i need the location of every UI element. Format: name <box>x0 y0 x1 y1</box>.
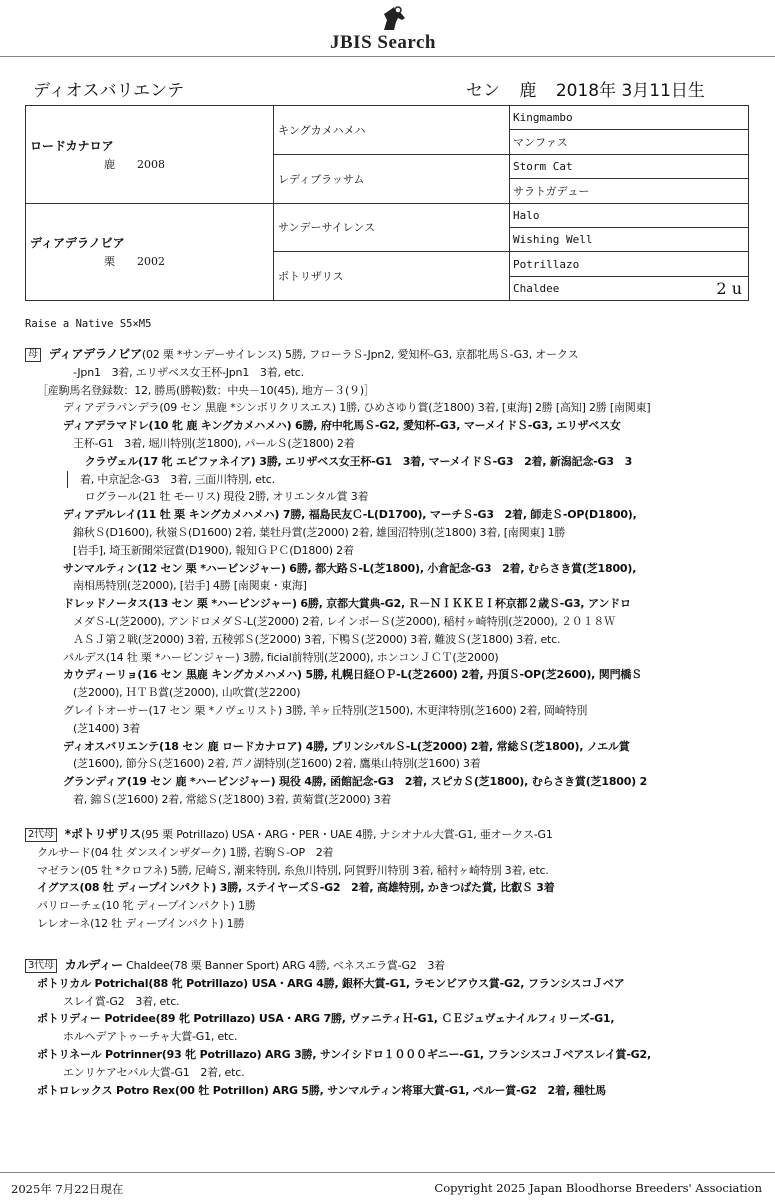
offspring-line: イグアス(08 牡 ディープインパクト) 3勝, ステイヤーズＳ-G2 2着, 高雄特別, かきつばた賞, 比叡Ｓ 3着 <box>37 881 555 895</box>
footer-date: 2025年 7月22日現在 <box>11 1182 124 1196</box>
dam2-header <box>25 826 760 844</box>
horse-meta <box>466 76 719 101</box>
offspring-line: サンマルティン(12 セン 栗 *ハービンジャー) 6勝, 都大路Ｓ-L(芝1800), 小倉記念-G3 2着, むらさき賞(芝1800), <box>63 561 637 575</box>
dam3-label: 3代母 <box>25 959 57 973</box>
dam-ggd2-cell <box>510 276 749 300</box>
horse-title <box>33 76 733 102</box>
offspring-line: メダＳ-L(芝2000), アンドロメダＳ-L(芝2000) 2着, レインボーＳ(芝2000), 稲村ヶ崎特別(芝2000), ２０１８Ｗ <box>73 614 615 628</box>
horse-sex: セン <box>466 81 500 101</box>
offspring-line: クルサード(04 牡 ダンスインザダーク) 1勝, 若駒Ｓ-OP 2着 <box>37 845 334 859</box>
offspring-line: ポトリディー Potridee(89 牝 Potrillazo) USA・ARG 7勝, ヴァニティＨ-G1, ＣＥジュヴェナイルフィリーズ-G1, <box>37 1012 615 1026</box>
offspring-line: スレイ賞-G2 3着, etc. <box>63 994 180 1008</box>
dam-year: 2002 <box>137 255 165 269</box>
dam3-offspring-list <box>25 975 760 1100</box>
offspring-line: ＡＳＪ第２戦(芝2000) 3着, 五稜郭Ｓ(芝2000) 3着, 下鴨Ｓ(芝2000) 3着, 難波Ｓ(芝1800) 3着, etc. <box>73 632 561 646</box>
offspring-line: 着, 錦Ｓ(芝1600) 2着, 常総Ｓ(芝1800) 3着, 黄菊賞(芝2000) 3着 <box>73 792 392 806</box>
dam1-head-1: (02 栗 *サンデーサイレンス) 5勝, フローラＳ-Jpn2, 愛知杯-G3, 京都牝馬Ｓ-G3, オークス <box>141 348 579 361</box>
horse-head-icon <box>378 6 408 32</box>
dam1-name[interactable]: ディアデラノビア <box>48 347 142 361</box>
sire-gsire[interactable]: キングカメハメハ <box>274 106 510 155</box>
dam2-name[interactable]: *ポトリザリス <box>64 827 142 841</box>
dam-ggd2[interactable]: Chaldee <box>513 281 560 295</box>
footer-divider <box>0 1172 775 1173</box>
dam2-offspring-list <box>25 844 760 933</box>
dam-gdam[interactable]: ポトリザリス <box>274 252 510 301</box>
dam3-section <box>25 957 760 1099</box>
sire-gdam[interactable]: レディブラッサム <box>274 154 510 203</box>
sire-name[interactable]: ロードカナロア <box>30 138 114 153</box>
offspring-line: ポトリカル Potrichal(88 牝 Potrillazo) USA・ARG 4勝, 銀杯大賞-G1, ラモンビアウス賞-G2, フランシスコＪベア <box>37 976 625 990</box>
offspring-line: ディアデラパンデラ(09 セン 黒鹿 *シンボリクリスエス) 1勝, ひめさゆり賞(芝1800) 3着, [東海] 2勝 [高知] 2勝 [南関東] <box>63 401 651 415</box>
inbreeding-note: Raise a Native S5×M5 <box>25 318 152 330</box>
offspring-line: パルデス(14 牡 栗 *ハービンジャー) 3勝, ficial前特別(芝2000), ホンコンＪＣＴ(芝2000) <box>63 650 499 664</box>
dam1-offspring-list <box>25 399 760 808</box>
offspring-line: (芝1400) 3着 <box>73 721 141 735</box>
sire-ggs1[interactable]: Kingmambo <box>510 106 749 130</box>
dam2-head-1: (95 栗 Potrillazo) USA・ARG・PER・UAE 4勝, ナシオナル大賞-G1, 亜オークス-G1 <box>141 828 553 841</box>
offspring-line: 着, 中京記念-G3 3着, 三面川特別, etc. <box>67 471 760 489</box>
dam3-name[interactable]: カルディー <box>64 958 123 972</box>
dam1-head-2: -Jpn1 3着, エリザベス女王杯-Jpn1 3着, etc. <box>73 365 304 379</box>
dam1-header <box>25 346 760 364</box>
sire-ggs2[interactable]: Storm Cat <box>510 154 749 178</box>
dam-name[interactable]: ディアデラノビア <box>30 236 125 251</box>
sire-cell <box>26 106 274 204</box>
offspring-line: (芝2000), ＨＴＢ賞(芝2000), 山吹賞(芝2200) <box>73 686 301 700</box>
offspring-line: クラヴェル(17 牝 エピファネイア) 3勝, エリザベス女王杯-G1 3着, マーメイドＳ-G3 2着, 新潟記念-G3 3 <box>63 454 633 468</box>
sire-color: 鹿 <box>104 157 115 171</box>
sire-ggd1[interactable]: マンファス <box>510 130 749 154</box>
offspring-line: ディアデルレイ(11 牡 栗 キングカメハメハ) 7勝, 福島民友Ｃ-L(D1700), マーチＳ-G3 2着, 師走Ｓ-OP(D1800), <box>63 508 637 522</box>
offspring-line: ディオスバリエンテ(18 セン 鹿 ロードカナロア) 4勝, ブリンシパルＳ-L(芝2000) 2着, 常総Ｓ(芝1800), ノエル賞 <box>63 739 630 753</box>
offspring-line: カウディーリョ(16 セン 黒鹿 キングカメハメハ) 5勝, 札幌日経ＯＰ-L(芝2600) 2着, 丹頂Ｓ-OP(芝2600), 関門橋Ｓ <box>63 668 642 682</box>
offspring-line: 錦秋Ｓ(D1600), 秋嶺Ｓ(D1600) 2着, 葉牡丹賞(芝2000) 2着, 雄国沼特別(芝1800) 3着, [南関東] 1勝 <box>73 525 566 539</box>
offspring-line: ログラール(21 牡 モーリス) 現役 2勝, オリエンタル賞 3着 <box>63 490 369 504</box>
horse-name: ディオスバリエンテ <box>33 81 185 101</box>
offspring-line: ポトリネール Potrinner(93 牝 Potrillazo) ARG 3勝, サンイシドロ１０００ギニー-G1, フランシスコＪベアスレイ賞-G2, <box>37 1047 651 1061</box>
footer-copyright: Copyright 2025 Japan Bloodhorse Breeders' Association <box>434 1181 762 1195</box>
horse-birth: 2018年 3月11日生 <box>555 81 705 101</box>
offspring-line: パリローチェ(10 牝 ディープインパクト) 1勝 <box>37 899 256 913</box>
sire-year: 2008 <box>137 157 165 171</box>
pedigree-table <box>25 105 749 301</box>
dam-ggd1[interactable]: Wishing Well <box>510 227 749 251</box>
jbis-logo[interactable] <box>328 6 468 56</box>
dam2-section <box>25 826 760 933</box>
offspring-line: ホルヘデアトゥーチャ大賞-G1, etc. <box>63 1030 238 1044</box>
offspring-line: レレオーネ(12 牡 ディープインパクト) 1勝 <box>37 916 245 930</box>
offspring-line: ディアデラマドレ(10 牝 鹿 キングカメハメハ) 6勝, 府中牝馬Ｓ-G2, 愛知杯-G3, マーメイドＳ-G3, エリザベス女 <box>63 419 621 433</box>
offspring-line: 王杯-G1 3着, 堀川特別(芝1800), パールＳ(芝1800) 2着 <box>73 436 355 450</box>
dam1-section <box>25 346 760 809</box>
dam-ggs1[interactable]: Halo <box>510 203 749 227</box>
dam1-label: 母 <box>25 348 41 362</box>
sire-ggd2[interactable]: サラトガデュー <box>510 179 749 203</box>
logo-text: JBIS Search <box>330 32 436 53</box>
offspring-line: ドレッドノータス(13 セン 栗 *ハービンジャー) 6勝, 京都大賞典-G2, Ｒ－ＮＩＫＫＥＩ杯京都２歳Ｓ-G3, アンドロ <box>63 597 631 611</box>
dam-cell <box>26 203 274 301</box>
header-divider <box>0 56 775 57</box>
offspring-line: グレイトオーサー(17 セン 栗 *ノヴェリスト) 3勝, 羊ヶ丘特別(芝1500), 木更津特別(芝1600) 2着, 岡崎特別 <box>63 703 588 717</box>
dam-color: 栗 <box>104 255 115 269</box>
offspring-line: エンリケアセバル大賞-G1 2着, etc. <box>63 1065 245 1079</box>
dam-ggs2[interactable]: Potrillazo <box>510 252 749 276</box>
dam3-head-1: Chaldee(78 栗 Banner Sport) ARG 4勝, ベネスエラ賞-G2 3着 <box>122 959 445 972</box>
offspring-line: マゼラン(05 牡 *クロフネ) 5勝, 尼崎Ｓ, 潮来特別, 糸魚川特別, 阿賀野川特別 3着, 稲村ヶ崎特別 3着, etc. <box>37 863 549 877</box>
offspring-line: (芝1600), 節分Ｓ(芝1600) 2着, 芦ノ湖特別(芝1600) 2着, 鷹巣山特別(芝1600) 3着 <box>73 757 481 771</box>
offspring-line: [岩手], 埼玉新聞栄冠賞(D1900), 報知ＧＰＣ(D1800) 2着 <box>73 543 354 557</box>
dam2-label: 2代母 <box>25 828 57 842</box>
dam1-stats: ［産駒馬名登録数：12, 勝馬(勝鞍)数：中央－10(45), 地方－３(９)］ <box>37 383 375 397</box>
horse-color: 鹿 <box>519 81 537 101</box>
offspring-line: 南相馬特別(芝2000), [岩手] 4勝 [南関東・東海] <box>73 579 307 593</box>
offspring-line: ポトロレックス Potro Rex(00 牡 Potrillon) ARG 5勝, サンマルティン将軍大賞-G1, ペルー賞-G2 2着, 種牡馬 <box>37 1083 606 1097</box>
dam-gsire[interactable]: サンデーサイレンス <box>274 203 510 252</box>
offspring-line: グランディア(19 セン 鹿 *ハービンジャー) 現役 4勝, 函館記念-G3 2着, スピカＳ(芝1800), むらさき賞(芝1800) 2 <box>63 775 648 789</box>
dam3-header <box>25 957 760 975</box>
family-badge: 2 u <box>716 278 742 298</box>
